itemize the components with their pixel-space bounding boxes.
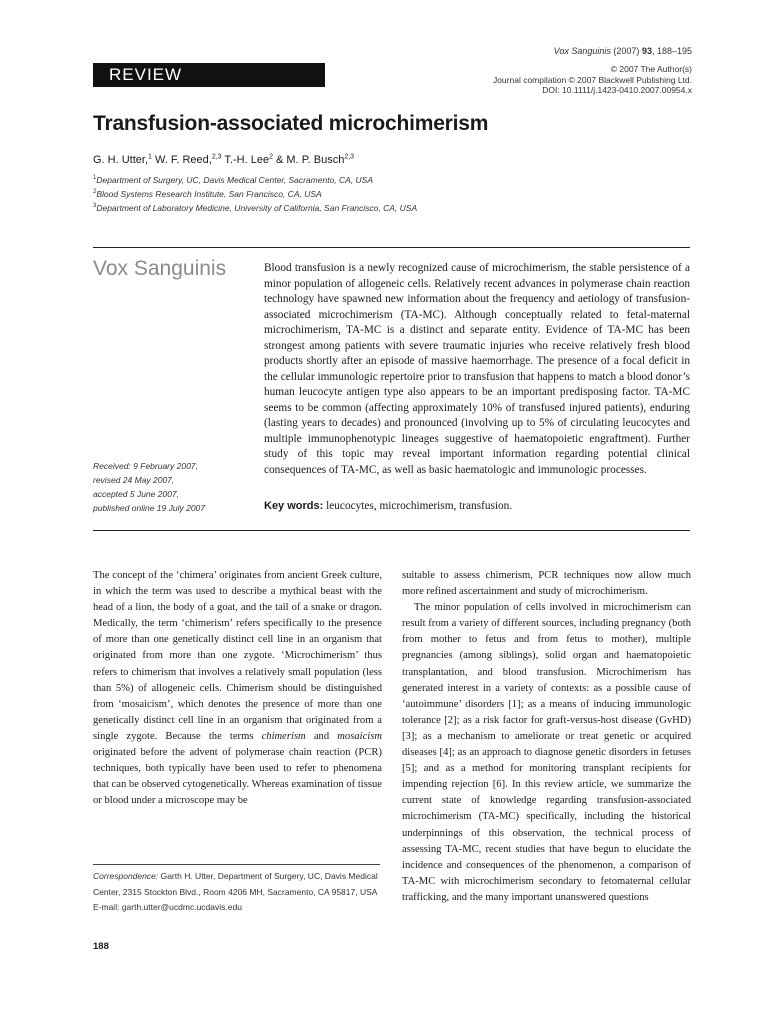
footnote-divider: [93, 864, 380, 865]
body-column-right: [402, 568, 691, 906]
section-badge: REVIEW: [93, 63, 325, 87]
page-number: 188: [93, 941, 109, 952]
citation-volume: 93: [641, 46, 652, 56]
compilation-line: Journal compilation © 2007 Blackwell Publishing Ltd.: [492, 74, 692, 85]
keywords-label: Key words:: [264, 500, 324, 512]
date-revised: revised 24 May 2007,: [93, 475, 175, 485]
abstract-text: Blood transfusion is a newly recognized cause of microchimerism, the stable persistence of a minor population of allogeneic cells. Relatively recent advances in polymerase chain reaction technology have spawned new information about the frequency and aetiology of transfusion-associated microchimerism (TA-MC). Although conceptually related to fetal-maternal microchimerism, TA-MC is a distinct and separate entity. Evidence of TA-MC has been strongest among patients with severe traumatic injuries who receive relatively fresh blood products shortly after an episode of massive haemorrhage. The presence of a focal deficit in the cellular immunologic repertoire prior to transfusion that happens to match a blood donor’s human leucocyte antigen type also appears to be an important predisposing factor. TA-MC seems to be common (affecting approximately 10% of transfused injured patients), enduring (lasting years to decades) and pronounced (involving up to 5% of circulating leucocytes and multiple immunophenotypic lineages suggestive of haematopoietic engraftment). Further study of this topic may reveal important information regarding potential clinical consequences of TA-MC, as well as basic haematologic and immunologic processes.: [264, 262, 690, 476]
doi-line: DOI: 10.1111/j.1423-0410.2007.00954.x: [542, 85, 692, 95]
body-paragraph: suitable to assess chimerism, PCR techniques now allow much more refined ascertainment and study of microchimerism.: [402, 570, 691, 598]
correspondence-email[interactable]: E-mail: garth.utter@ucdmc.ucdavis.edu: [93, 902, 242, 913]
author-1: G. H. Utter,$^1$: [93, 153, 152, 166]
body-column-left: [93, 568, 382, 809]
citation-journal: Vox Sanguinis: [553, 46, 611, 56]
correspondence-note: [93, 869, 393, 916]
correspondence-address: Garth H. Utter, Department of Surgery, UC, Davis Medical Center, 2315 Stockton Blvd., Room 4206 MH, Sacramento, CA 95817, USA: [93, 871, 378, 897]
body-paragraph: The minor population of cells involved in microchimerism can result from a variety of different sources, including pregnancy (both from mother to fetus and from fetus to mother), multiple pregnancies (among siblings), solid organ and haematopoietic transplantation, and blood transfusion. Microchimerism has generated interest in a variety of contexts: as a possible cause of ‘autoimmune’ disorders [1]; as a means of inducing immunologic tolerance [2]; as a risk factor for graft-versus-host disease (GvHD) [3]; as a mechanism to ameliorate or treat genetic or acquired diseases [4]; as an approach to diagnose genetic disorders in fetuses [5]; and as a method for monitoring transplant recipients for impending rejection [6]. In this review article, we summarize the current state of knowledge regarding transfusion-associated microchimerism (TA-MC) specifically, including the historical underpinnings of this observation, the technical process of assessing TA-MC, recent studies that have begun to elucidate the incidence and consequences of the phenomenon, a comparison of TA-MC with microchimerism secondary to fetomaternal cellular trafficking, and the many important unanswered questions: [402, 602, 691, 903]
author-3: T.-H. Lee$^2$: [221, 153, 273, 166]
journal-citation: [554, 46, 692, 56]
affiliation-1: $^1$Department of Surgery, UC, Davis Medical Center, Sacramento, CA, USA: [93, 175, 374, 185]
keywords: [264, 500, 512, 512]
citation-pages: , 188–195: [651, 46, 692, 56]
date-published: published online 19 July 2007: [93, 503, 206, 513]
author-4: & M. P. Busch$^{2,3}$: [272, 153, 355, 166]
body-paragraph: The concept of the ‘chimera’ originates from ancient Greek culture, in which the term was used to describe a mythical beast with the head of a lion, the body of a goat, and the tail of a snake or dragon. Medically, the term ‘chimerism’ refers specifically to the presence of more than one genetically distinct cell line in an organism that originated from more than one zygote. ‘Microchimerism’ thus refers to chimerism that involves a relatively small population (less than 5%) of allogeneic cells. Chimerism should be distinguished from ‘mosaicism’, which denotes the presence of more than one genetically distinct cell line in an organism that originated from a single zygote. Because the terms chimerism and mosaicism originated before the advent of polymerase chain reaction (PCR) techniques, both typically have been used to refer to phenomena that can be observed cytogenetically. Whereas examination of tissue or blood under a microscope may be: [93, 570, 382, 807]
copyright-line: © 2007 The Author(s): [610, 64, 692, 74]
abstract-divider: [93, 530, 690, 531]
keywords-list: leucocytes, microchimerism, transfusion.: [326, 500, 513, 512]
author-list: [93, 153, 354, 166]
affiliation-2: $^2$Blood Systems Research Institute, San Francisco, CA, USA: [93, 189, 322, 199]
author-2: W. F. Reed,$^{2,3}$: [151, 153, 222, 166]
top-divider: [93, 247, 690, 248]
article-dates: [93, 459, 243, 515]
date-received: Received: 9 February 2007,: [93, 461, 198, 471]
citation-year: (2007): [613, 46, 640, 56]
journal-logo: Vox Sanguinis: [93, 257, 227, 280]
date-accepted: accepted 5 June 2007,: [93, 489, 180, 499]
correspondence-label: Correspondence:: [93, 871, 159, 881]
affiliation-3: $^3$Department of Laboratory Medicine, University of California, San Francisco, CA, USA: [93, 203, 418, 213]
rights-block: [493, 64, 692, 96]
article-title: Transfusion-associated microchimerism: [93, 112, 489, 135]
